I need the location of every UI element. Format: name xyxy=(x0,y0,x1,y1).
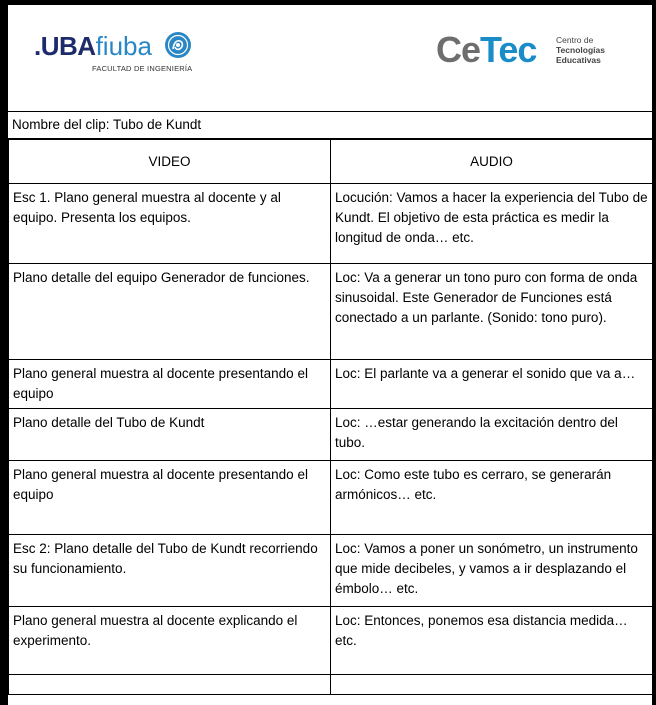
column-header-video: VIDEO xyxy=(9,140,331,184)
cetec-subtitle-line2: Tecnologías xyxy=(556,45,605,55)
cetec-logo-ce: Ce xyxy=(436,29,481,70)
audio-cell-empty xyxy=(331,675,653,695)
document-header xyxy=(8,5,652,112)
script-table xyxy=(8,139,653,695)
cetec-subtitle-line3: Educativas xyxy=(556,55,601,65)
video-cell: Esc 1. Plano general muestra al docente y al equipo. Presenta los equipos. xyxy=(9,184,331,264)
fiuba-seal-icon xyxy=(164,31,192,59)
video-cell: Plano general muestra al docente presentando el equipo xyxy=(9,461,331,535)
document-page xyxy=(8,5,652,705)
table-row xyxy=(9,360,653,409)
cetec-logo-tec: Tec xyxy=(480,29,537,70)
video-cell: Plano general muestra al docente explicando el experimento. xyxy=(9,607,331,675)
table-row xyxy=(9,409,653,461)
table-row xyxy=(9,264,653,360)
fiuba-logo xyxy=(34,31,194,81)
table-row xyxy=(9,607,653,675)
cetec-logo xyxy=(436,29,636,81)
table-header-row xyxy=(9,140,653,184)
column-header-audio: AUDIO xyxy=(331,140,653,184)
audio-cell: Locución: Vamos a hacer la experiencia del Tubo de Kundt. El objetivo de esta práctica es medir la longitud de onda… etc. xyxy=(331,184,653,264)
table-row xyxy=(9,184,653,264)
video-cell: Plano detalle del equipo Generador de funciones. xyxy=(9,264,331,360)
video-cell: Plano general muestra al docente presentando el equipo xyxy=(9,360,331,409)
cetec-subtitle-line1: Centro de xyxy=(556,35,594,45)
audio-cell: Loc: Vamos a poner un sonómetro, un instrumento que mide decibeles, y vamos a ir desplazando el émbolo… etc. xyxy=(331,535,653,607)
fiuba-subtitle: FACULTAD DE INGENIERÍA xyxy=(92,64,193,73)
cetec-subtitle xyxy=(556,35,605,65)
video-cell-empty xyxy=(9,675,331,695)
video-cell: Esc 2: Plano detalle del Tubo de Kundt recorriendo su funcionamiento. xyxy=(9,535,331,607)
video-cell: Plano detalle del Tubo de Kundt xyxy=(9,409,331,461)
audio-cell: Loc: Entonces, ponemos esa distancia medida… etc. xyxy=(331,607,653,675)
table-row-empty xyxy=(9,675,653,695)
fiuba-logo-text: fiuba xyxy=(95,31,152,61)
clip-name: Nombre del clip: Tubo de Kundt xyxy=(8,111,652,139)
audio-cell: Loc: …estar generando la excitación dentro del tubo. xyxy=(331,409,653,461)
audio-cell: Loc: Como este tubo es cerraro, se generarán armónicos… etc. xyxy=(331,461,653,535)
audio-cell: Loc: Va a generar un tono puro con forma de onda sinusoidal. Este Generador de Funciones está conectado a un parlante. (Sonido: tono puro). xyxy=(331,264,653,360)
table-row xyxy=(9,535,653,607)
table-row xyxy=(9,461,653,535)
audio-cell: Loc: El parlante va a generar el sonido que va a… xyxy=(331,360,653,409)
uba-logo-text: .UBA xyxy=(34,31,96,61)
